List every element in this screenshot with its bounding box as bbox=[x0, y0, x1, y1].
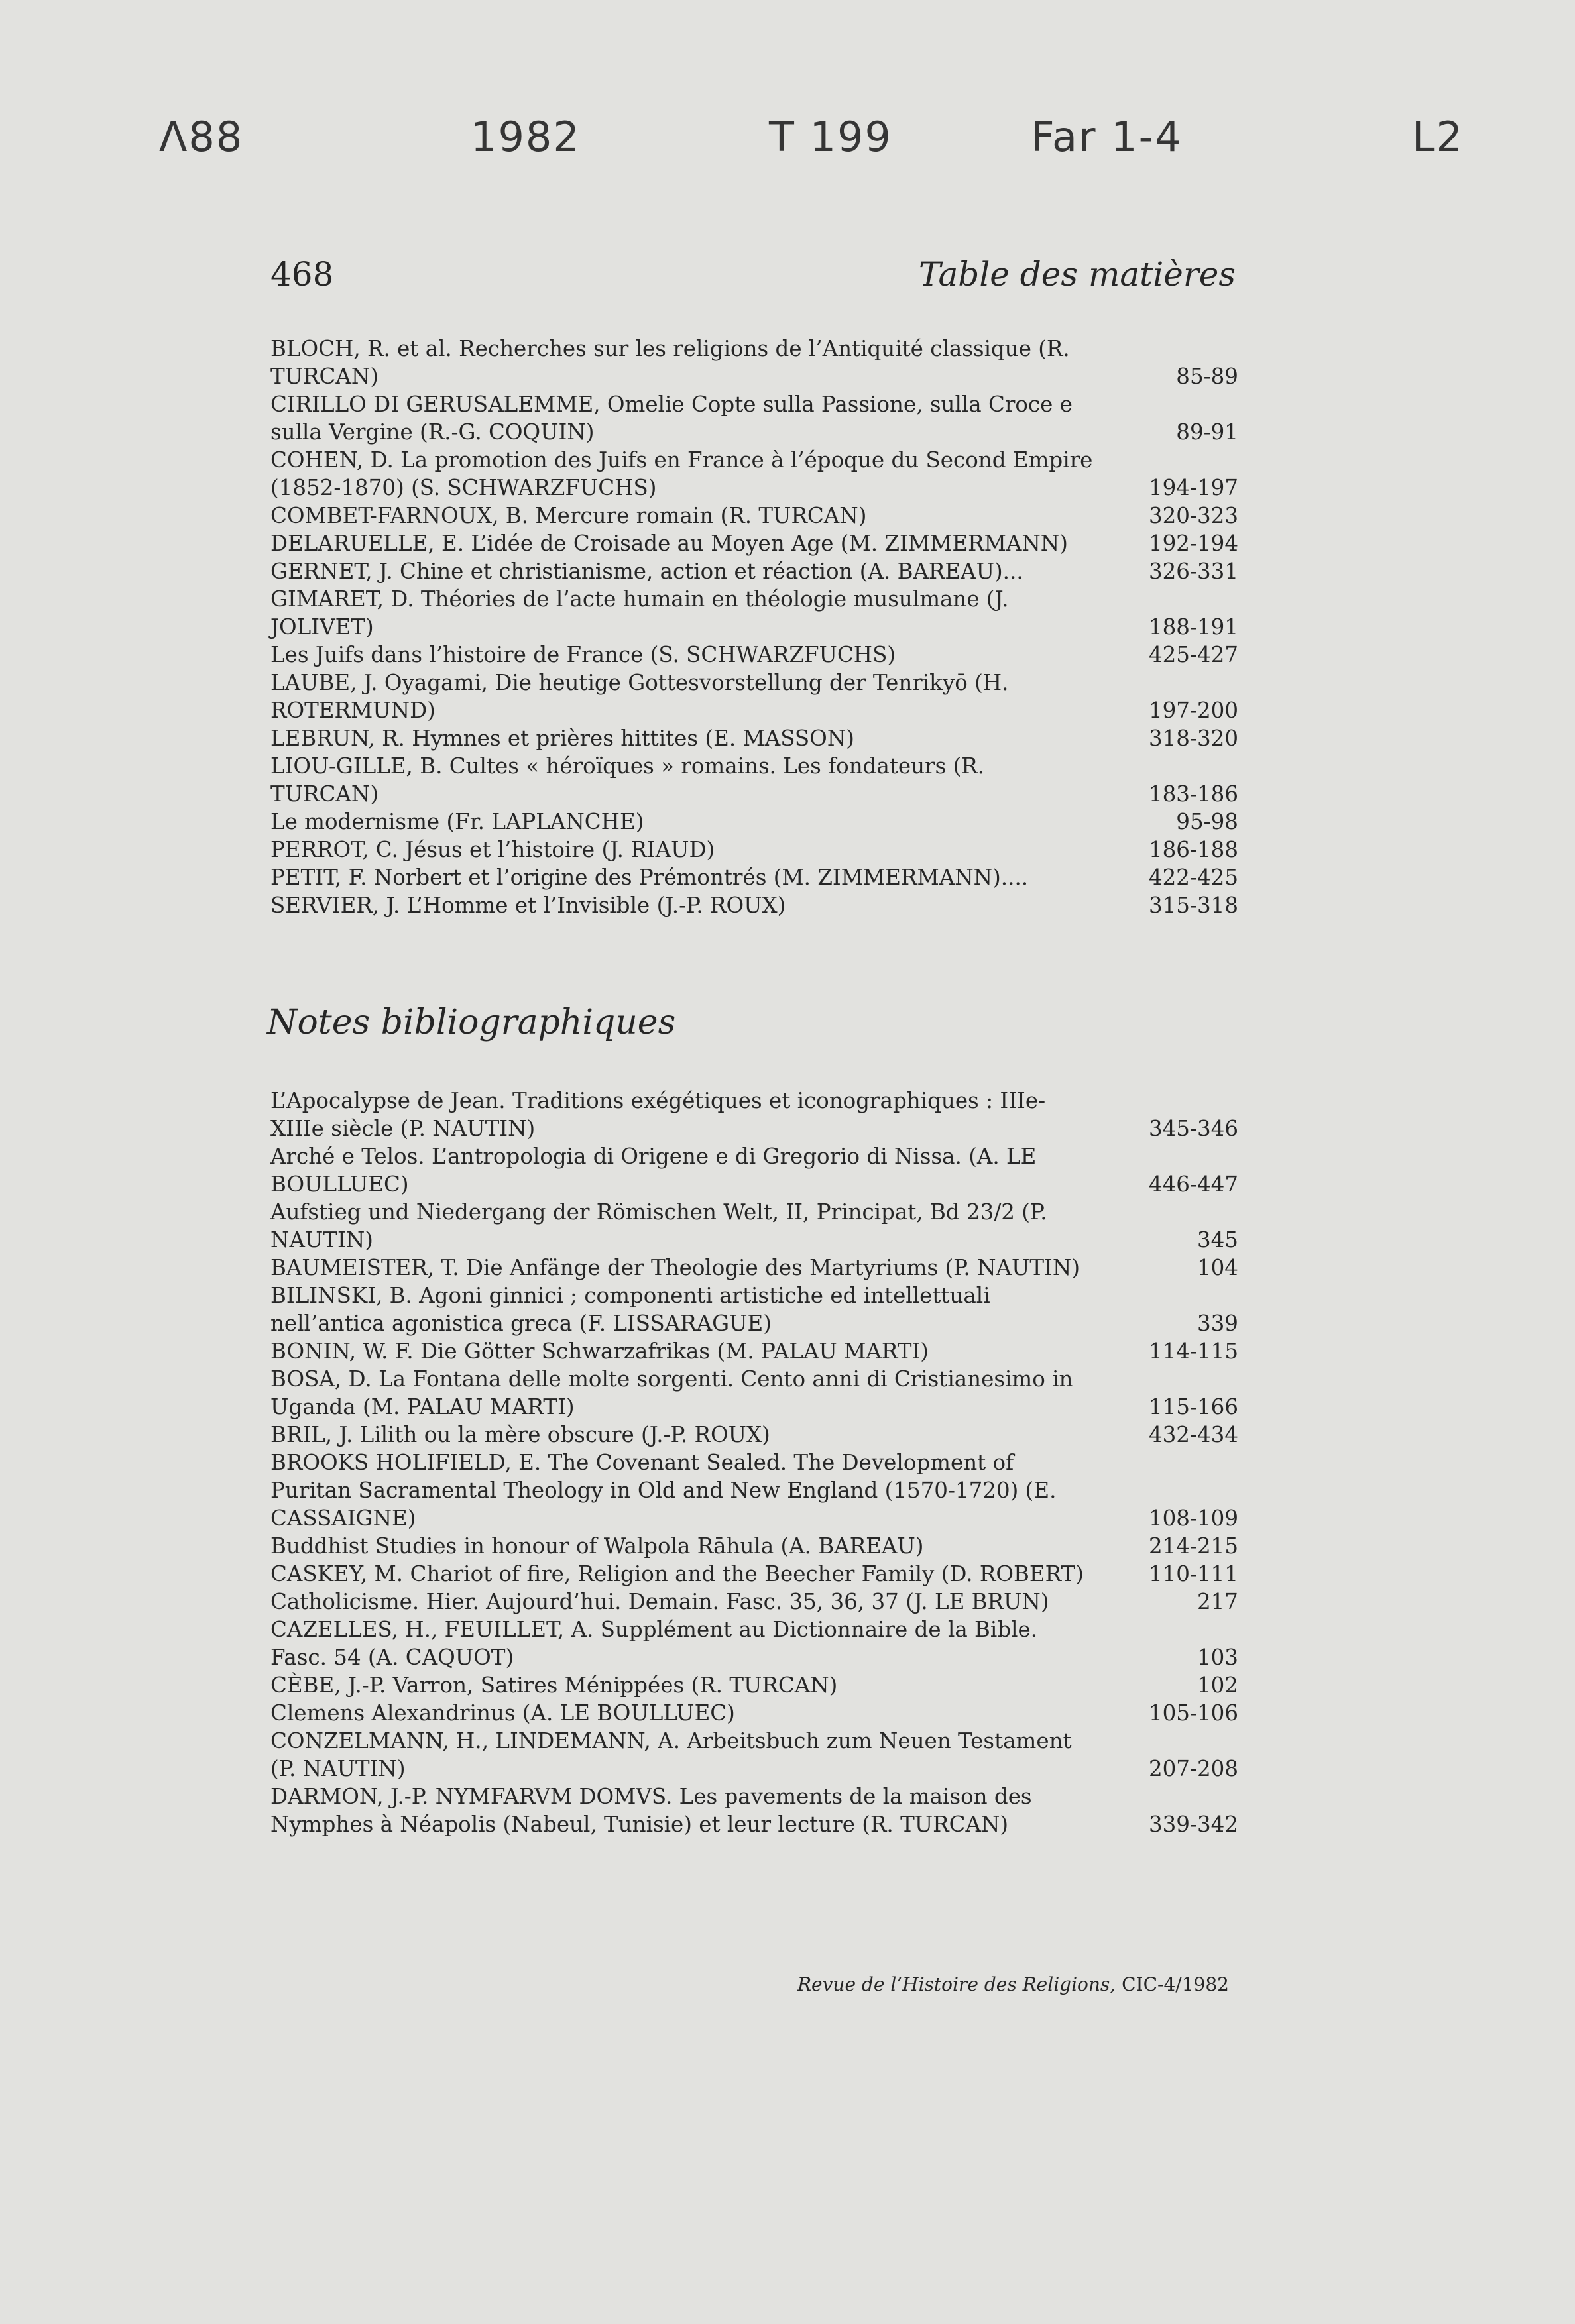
entry-pages: 207-208 bbox=[1148, 1756, 1238, 1781]
entry-text: CIRILLO DI GERUSALEMME, Omelie Copte sulla Passione, sulla Croce e sulla Vergine (R.-G. COQUIN) bbox=[270, 392, 1073, 445]
toc-entry bbox=[270, 891, 1238, 919]
entry-pages: 108-109 bbox=[1148, 1506, 1238, 1531]
entry-text: GIMARET, D. Théories de l’acte humain en théologie musulmane (J. JOLIVET) bbox=[270, 586, 1009, 639]
toc-entry bbox=[270, 1449, 1238, 1532]
handwritten-annotation: 1982 bbox=[471, 113, 581, 161]
entry-pages: 315-318 bbox=[1148, 893, 1238, 918]
entry-text: Clemens Alexandrinus (A. LE BOULLUEC) bbox=[270, 1700, 735, 1726]
toc-entry bbox=[270, 557, 1238, 585]
entry-text: PERROT, C. Jésus et l’histoire (J. RIAUD) bbox=[270, 837, 715, 862]
toc-entry bbox=[270, 1087, 1238, 1142]
notes-list bbox=[270, 1087, 1238, 1838]
entry-text: CÈBE, J.-P. Varron, Satires Ménippées (R. TURCAN) bbox=[270, 1673, 838, 1698]
entry-text: BOSA, D. La Fontana delle molte sorgenti. Cento anni di Cristianesimo in Uganda (M. PALAU MARTI) bbox=[270, 1366, 1073, 1419]
toc-entry bbox=[270, 836, 1238, 863]
handwritten-annotation: T 199 bbox=[769, 113, 892, 161]
entry-text: DARMON, J.-P. NYMFARVM DOMVS. Les pavements de la maison des Nymphes à Néapolis (Nabeul, Tunisie) et leur lecture (R. TURCAN) bbox=[270, 1784, 1032, 1837]
entry-text: COMBET-FARNOUX, B. Mercure romain (R. TURCAN) bbox=[270, 503, 867, 528]
entry-pages: 188-191 bbox=[1148, 614, 1238, 639]
entry-pages: 432-434 bbox=[1148, 1422, 1238, 1447]
toc-entry bbox=[270, 1198, 1238, 1254]
entry-text: BONIN, W. F. Die Götter Schwarzafrikas (M. PALAU MARTI) bbox=[270, 1339, 929, 1364]
toc-entry bbox=[270, 1421, 1238, 1449]
entry-pages: 197-200 bbox=[1148, 698, 1238, 723]
toc-entry bbox=[270, 1588, 1238, 1616]
entry-pages: 105-106 bbox=[1148, 1700, 1238, 1726]
entry-pages: 183-186 bbox=[1148, 781, 1238, 806]
entry-pages: 422-425 bbox=[1148, 865, 1238, 890]
toc-entry bbox=[270, 752, 1238, 808]
toc-entry bbox=[270, 1337, 1238, 1365]
entry-pages: 103 bbox=[1196, 1645, 1238, 1670]
entry-pages: 217 bbox=[1196, 1589, 1238, 1614]
footer-issue: CIC-4/1982 bbox=[1122, 1973, 1229, 1995]
reviews-list bbox=[270, 335, 1238, 919]
entry-text: BRIL, J. Lilith ou la mère obscure (J.-P. ROUX) bbox=[270, 1422, 770, 1447]
toc-entry bbox=[270, 446, 1238, 502]
toc-entry bbox=[270, 1783, 1238, 1838]
entry-text: Les Juifs dans l’histoire de France (S. SCHWARZFUCHS) bbox=[270, 642, 896, 667]
handwritten-annotation: Λ88 bbox=[159, 113, 244, 161]
toc-entry bbox=[270, 1365, 1238, 1421]
entry-pages: 318-320 bbox=[1148, 726, 1238, 751]
footer-journal: Revue de l’Histoire des Religions, bbox=[797, 1973, 1116, 1995]
entry-pages: 89-91 bbox=[1176, 419, 1238, 445]
entry-text: Buddhist Studies in honour of Walpola Rāhula (A. BAREAU) bbox=[270, 1533, 924, 1559]
entry-pages: 95-98 bbox=[1176, 809, 1238, 834]
entry-text: Catholicisme. Hier. Aujourd’hui. Demain. Fasc. 35, 36, 37 (J. LE BRUN) bbox=[270, 1589, 1049, 1614]
toc-entry bbox=[270, 1671, 1238, 1699]
toc-entry bbox=[270, 1532, 1238, 1560]
toc-entry bbox=[270, 585, 1238, 641]
entry-text: CASKEY, M. Chariot of fire, Religion and the Beecher Family (D. ROBERT) bbox=[270, 1561, 1084, 1586]
entry-text: CONZELMANN, H., LINDEMANN, A. Arbeitsbuch zum Neuen Testament (P. NAUTIN) bbox=[270, 1728, 1072, 1781]
entry-pages: 85-89 bbox=[1176, 364, 1238, 389]
entry-pages: 446-447 bbox=[1148, 1172, 1238, 1197]
entry-pages: 194-197 bbox=[1148, 475, 1238, 500]
toc-entry bbox=[270, 863, 1238, 891]
entry-pages: 114-115 bbox=[1148, 1339, 1238, 1364]
toc-entry bbox=[270, 1727, 1238, 1783]
entry-text: Le modernisme (Fr. LAPLANCHE) bbox=[270, 809, 644, 834]
entry-pages: 339 bbox=[1196, 1311, 1238, 1336]
entry-pages: 192-194 bbox=[1148, 531, 1238, 556]
toc-entry bbox=[270, 1254, 1238, 1282]
entry-pages: 110-111 bbox=[1148, 1561, 1238, 1586]
entry-pages: 104 bbox=[1196, 1255, 1238, 1280]
entry-text: DELARUELLE, E. L’idée de Croisade au Moyen Age (M. ZIMMERMANN) bbox=[270, 531, 1068, 556]
entry-pages: 186-188 bbox=[1148, 837, 1238, 862]
toc-entry bbox=[270, 502, 1238, 529]
entry-pages: 345-346 bbox=[1148, 1116, 1238, 1141]
entry-text: Aufstieg und Niedergang der Römischen Welt, II, Principat, Bd 23/2 (P. NAUTIN) bbox=[270, 1199, 1047, 1252]
handwritten-annotation: L2 bbox=[1412, 113, 1464, 161]
entry-text: COHEN, D. La promotion des Juifs en France à l’époque du Second Empire (1852-1870) (S. SCHWARZFUCHS) bbox=[270, 447, 1093, 500]
toc-entry bbox=[270, 1282, 1238, 1337]
toc-entry bbox=[270, 390, 1238, 446]
entry-text: BLOCH, R. et al. Recherches sur les religions de l’Antiquité classique (R. TURCAN) bbox=[270, 336, 1070, 389]
entry-pages: 214-215 bbox=[1148, 1533, 1238, 1559]
toc-entry bbox=[270, 1616, 1238, 1671]
toc-entry bbox=[270, 724, 1238, 752]
entry-pages: 326-331 bbox=[1148, 559, 1238, 584]
entry-text: LAUBE, J. Oyagami, Die heutige Gottesvorstellung der Tenrikyō (H. ROTERMUND) bbox=[270, 670, 1009, 723]
entry-pages: 425-427 bbox=[1148, 642, 1238, 667]
toc-entry bbox=[270, 641, 1238, 669]
page-number: 468 bbox=[270, 255, 334, 294]
section-heading: Notes bibliographiques bbox=[267, 1003, 676, 1042]
entry-text: CAZELLES, H., FEUILLET, A. Supplément au Dictionnaire de la Bible. Fasc. 54 (A. CAQUOT) bbox=[270, 1617, 1038, 1670]
toc-entry bbox=[270, 335, 1238, 390]
entry-text: LEBRUN, R. Hymnes et prières hittites (E. MASSON) bbox=[270, 726, 854, 751]
footer bbox=[797, 1971, 1229, 1998]
entry-text: SERVIER, J. L’Homme et l’Invisible (J.-P. ROUX) bbox=[270, 893, 786, 918]
entry-pages: 115-166 bbox=[1148, 1394, 1238, 1419]
entry-text: L’Apocalypse de Jean. Traditions exégétiques et iconographiques : IIIe-XIIIe siècle (P. NAUTIN) bbox=[270, 1088, 1046, 1141]
handwritten-annotation: Far 1-4 bbox=[1031, 113, 1183, 161]
entry-text: BILINSKI, B. Agoni ginnici ; componenti artistiche ed intellettuali nell’antica agonistica greca (F. LISSARAGUE) bbox=[270, 1283, 990, 1336]
entry-text: LIOU-GILLE, B. Cultes « héroïques » romains. Les fondateurs (R. TURCAN) bbox=[270, 753, 985, 806]
toc-entry bbox=[270, 529, 1238, 557]
toc-entry bbox=[270, 808, 1238, 836]
entry-pages: 339-342 bbox=[1148, 1812, 1238, 1837]
entry-pages: 320-323 bbox=[1148, 503, 1238, 528]
toc-entry bbox=[270, 1142, 1238, 1198]
entry-text: PETIT, F. Norbert et l’origine des Prémontrés (M. ZIMMERMANN).... bbox=[270, 865, 1029, 890]
entry-text: BAUMEISTER, T. Die Anfänge der Theologie des Martyriums (P. NAUTIN) bbox=[270, 1255, 1080, 1280]
entry-text: Arché e Telos. L’antropologia di Origene e di Gregorio di Nissa. (A. LE BOULLUEC) bbox=[270, 1144, 1037, 1197]
toc-entry bbox=[270, 669, 1238, 724]
toc-entry bbox=[270, 1699, 1238, 1727]
toc-entry bbox=[270, 1560, 1238, 1588]
entry-text: BROOKS HOLIFIELD, E. The Covenant Sealed. The Development of Puritan Sacramental Theology in Old and New England (1570-1720) (E. CASSAIGNE) bbox=[270, 1450, 1057, 1531]
entry-pages: 345 bbox=[1196, 1227, 1238, 1252]
running-title: Table des matières bbox=[919, 255, 1236, 294]
entry-text: GERNET, J. Chine et christianisme, action et réaction (A. BAREAU)... bbox=[270, 559, 1023, 584]
entry-pages: 102 bbox=[1196, 1673, 1238, 1698]
